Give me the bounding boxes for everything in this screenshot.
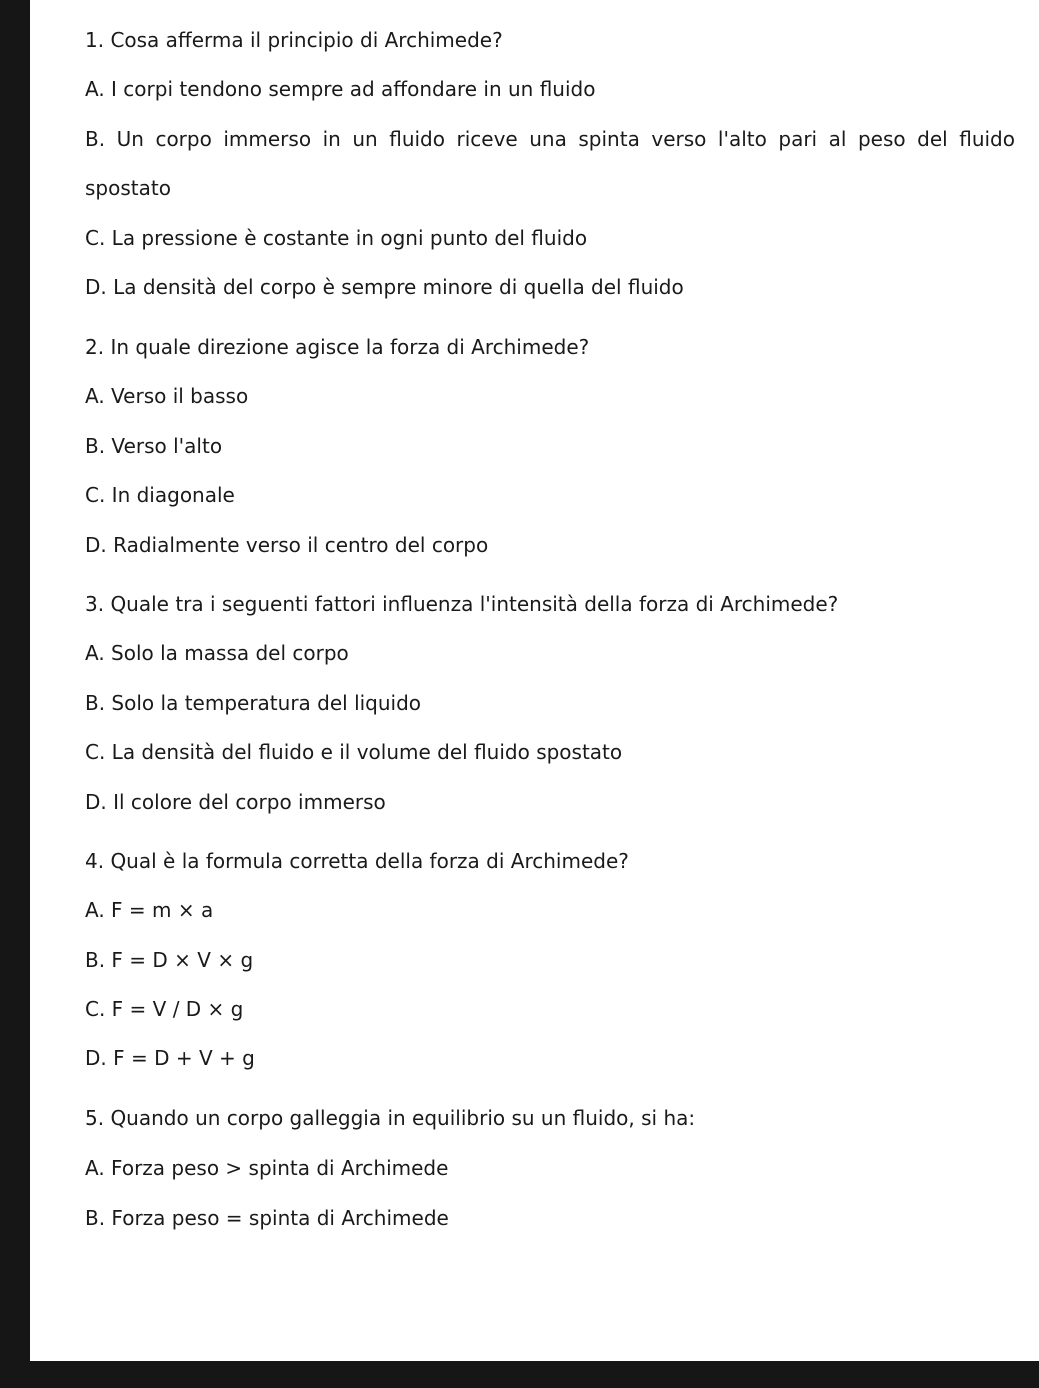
question-4: 4. Qual è la formula corretta della forza di Archimede? bbox=[85, 849, 629, 873]
q2-option-c: C. In diagonale bbox=[85, 483, 235, 507]
q5-option-a: A. Forza peso > spinta di Archimede bbox=[85, 1156, 449, 1180]
q1-option-d: D. La densità del corpo è sempre minore di quella del fluido bbox=[85, 275, 684, 299]
question-5: 5. Quando un corpo galleggia in equilibrio su un fluido, si ha: bbox=[85, 1106, 696, 1130]
q5-option-b: B. Forza peso = spinta di Archimede bbox=[85, 1206, 449, 1230]
q2-option-b: B. Verso l'alto bbox=[85, 434, 223, 458]
q2-option-a: A. Verso il basso bbox=[85, 384, 249, 408]
q4-option-b: B. F = D × V × g bbox=[85, 948, 254, 972]
q1-option-b: B. Un corpo immerso in un fluido riceve una spinta verso l'alto pari al peso del fluido bbox=[85, 127, 1015, 151]
q2-option-d: D. Radialmente verso il centro del corpo bbox=[85, 533, 489, 557]
q1-option-c: C. La pressione è costante in ogni punto del fluido bbox=[85, 226, 588, 250]
q1-option-b-continued: spostato bbox=[85, 176, 171, 200]
question-2: 2. In quale direzione agisce la forza di Archimede? bbox=[85, 335, 590, 359]
q4-option-c: C. F = V / D × g bbox=[85, 997, 244, 1021]
question-3: 3. Quale tra i seguenti fattori influenza l'intensità della forza di Archimede? bbox=[85, 592, 839, 616]
q3-option-b: B. Solo la temperatura del liquido bbox=[85, 691, 422, 715]
q1-option-a: A. I corpi tendono sempre ad affondare in un fluido bbox=[85, 77, 596, 101]
quiz-page bbox=[30, 0, 1039, 1361]
q3-option-c: C. La densità del fluido e il volume del fluido spostato bbox=[85, 740, 623, 764]
q4-option-d: D. F = D + V + g bbox=[85, 1046, 255, 1070]
question-1: 1. Cosa afferma il principio di Archimede? bbox=[85, 28, 503, 52]
q3-option-d: D. Il colore del corpo immerso bbox=[85, 790, 386, 814]
q3-option-a: A. Solo la massa del corpo bbox=[85, 641, 349, 665]
q4-option-a: A. F = m × a bbox=[85, 898, 214, 922]
